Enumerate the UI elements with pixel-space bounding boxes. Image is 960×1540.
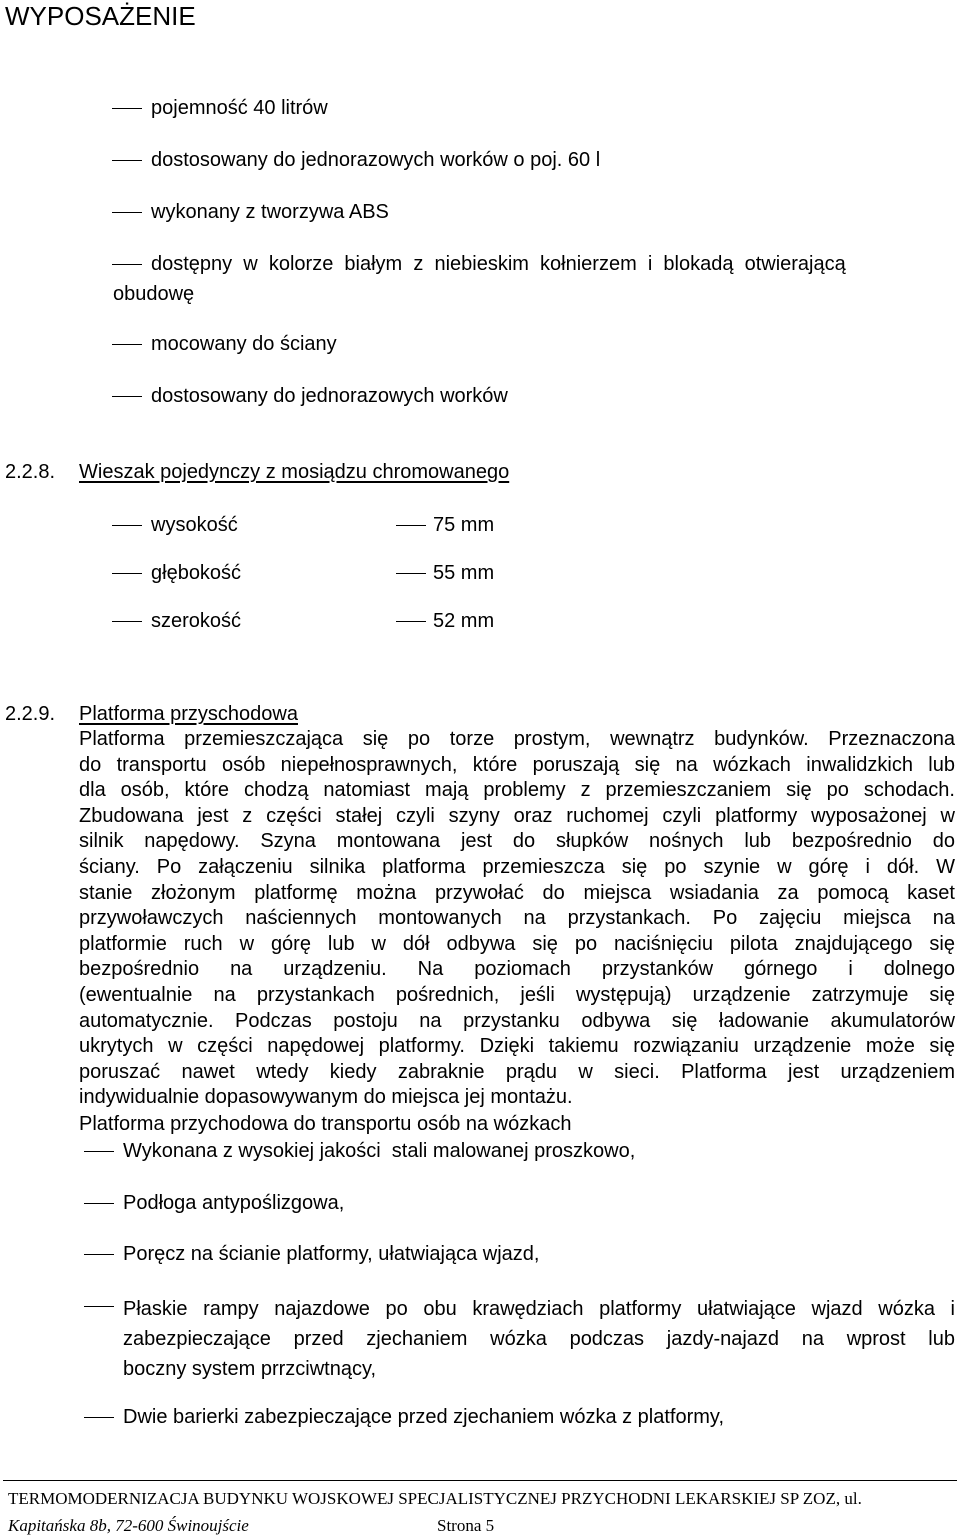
paragraph-line: stanie złożonym platformę można przywołać do miejsca wsiadania za pomocą kaset — [79, 881, 955, 904]
spec-label: głębokość — [151, 562, 242, 584]
feature-line: boczny system prrzciwtnący, — [123, 1358, 377, 1380]
paragraph-line: Zbudowana jest z części stałej czyli szyny oraz ruchomej czyli platformy wyposażonej w — [79, 804, 955, 827]
section-number: 2.2.8. — [5, 461, 56, 483]
spec-value: 52 mm — [433, 610, 495, 632]
page-title: WYPOSAŻENIE — [5, 1, 196, 31]
feature-item: Poręcz na ścianie platformy, ułatwiająca wjazd, — [123, 1243, 540, 1265]
footer-address: Kapitańska 8b, 72-600 Świnoujście — [8, 1516, 249, 1535]
feature-item: Podłoga antypoślizgowa, — [123, 1192, 345, 1214]
paragraph-line: do transportu osób niepełnosprawnych, które poruszają się na wózkach inwalidzkich lub — [79, 753, 955, 776]
dash-bullet — [112, 344, 142, 345]
spec-label: szerokość — [151, 610, 242, 632]
paragraph-line: dla osób, które chodzą natomiast mają problemy z przemieszczaniem się po schodach. — [79, 779, 955, 802]
paragraph-line: automatycznie. Podczas postoju na przystanku odbywa się ładowanie akumulatorów — [79, 1009, 955, 1032]
dash-bullet — [84, 1151, 114, 1152]
list-item: dostosowany do jednorazowych worków — [151, 385, 508, 407]
dash-bullet — [84, 1306, 114, 1307]
paragraph-line: ukrytych w części napędowej platformy. Dzięki takiemu rozwiązaniu urządzenie może się — [79, 1035, 955, 1058]
dash-bullet — [396, 525, 426, 526]
footer-project-line — [8, 1489, 862, 1509]
dash-bullet — [112, 264, 142, 265]
paragraph-line: bezpośrednio na urządzeniu. Na poziomach przystanków górnego i dolnego — [79, 958, 955, 981]
list-item: wykonany z tworzywa ABS — [151, 201, 389, 223]
list-item: dostępny w kolorze białym z niebieskim kołnierzem i blokadą otwierającą — [151, 253, 846, 275]
paragraph-line: przywoławczych naściennych montowanych na przystankach. Po zajęciu miejsca na — [79, 907, 955, 930]
section-number: 2.2.9. — [5, 703, 56, 725]
spec-value: 75 mm — [433, 514, 495, 536]
dash-bullet — [112, 396, 142, 397]
spec-label: wysokość — [151, 514, 238, 536]
footer-divider — [3, 1480, 957, 1481]
paragraph-line: indywidualnie dopasowywanym do miejsca jej montażu. — [79, 1086, 573, 1109]
dash-bullet — [112, 525, 142, 526]
dash-bullet — [396, 573, 426, 574]
paragraph-line: poruszać nawet wtedy kiedy zabraknie prądu w sieci. Platforma jest urządzeniem — [79, 1060, 955, 1083]
dash-bullet — [112, 160, 142, 161]
feature-item: Wykonana z wysokiej jakości stali malowanej proszkowo, — [123, 1140, 636, 1162]
paragraph-line: platformie ruch w górę lub w dół odbywa się po naciśnięciu pilota znajdującego się — [79, 932, 955, 955]
feature-line: Płaskie rampy najazdowe po obu krawędziach platformy ułatwiające wjazd wózka i — [123, 1298, 955, 1320]
paragraph-line: (ewentualnie na przystankach pośrednich, jeśli występują) urządzenie zatrzymuje się — [79, 983, 955, 1006]
list-item-continuation: obudowę — [113, 283, 195, 305]
dash-bullet — [84, 1203, 114, 1204]
spec-value: 55 mm — [433, 562, 495, 584]
dash-bullet — [112, 621, 142, 622]
dash-bullet — [84, 1254, 114, 1255]
section-title: Wieszak pojedynczy z mosiądzu chromowanego — [79, 461, 510, 483]
paragraph-line: ściany. Po załączeniu silnika platforma przemieszcza się po szynie w górę i dół. W — [79, 855, 955, 878]
feature-item-multiline — [123, 1294, 955, 1384]
feature-line: zabezpieczające przed zjechaniem wózka podczas jazdy-najazd na wprost lub — [123, 1328, 955, 1350]
paragraph-line: silnik napędowy. Szyna montowana jest do słupków nośnych lub bezpośrednio do — [79, 830, 955, 853]
body-paragraph — [79, 727, 955, 1111]
list-item: pojemność 40 litrów — [151, 97, 328, 119]
list-item: mocowany do ściany — [151, 333, 337, 355]
dash-bullet — [112, 108, 142, 109]
section-title: Platforma przyschodowa — [79, 703, 298, 725]
footer-page-number: Strona 5 — [437, 1516, 495, 1535]
paragraph-line: Platforma przemieszczająca się po torze prostym, wewnątrz budynków. Przeznaczona — [79, 728, 955, 750]
subheading: Platforma przychodowa do transportu osób na wózkach — [79, 1113, 572, 1135]
footer-project-text: TERMOMODERNIZACJA BUDYNKU WOJSKOWEJ SPECJALISTYCZNEJ PRZYCHODNI LEKARSKIEJ SP ZOZ, ul. — [8, 1489, 862, 1508]
dash-bullet — [112, 212, 142, 213]
dash-bullet — [84, 1417, 114, 1418]
feature-item: Dwie barierki zabezpieczające przed zjechaniem wózka z platformy, — [123, 1406, 724, 1428]
list-item: dostosowany do jednorazowych worków o poj. 60 l — [151, 149, 601, 171]
dash-bullet — [112, 573, 142, 574]
dash-bullet — [396, 621, 426, 622]
